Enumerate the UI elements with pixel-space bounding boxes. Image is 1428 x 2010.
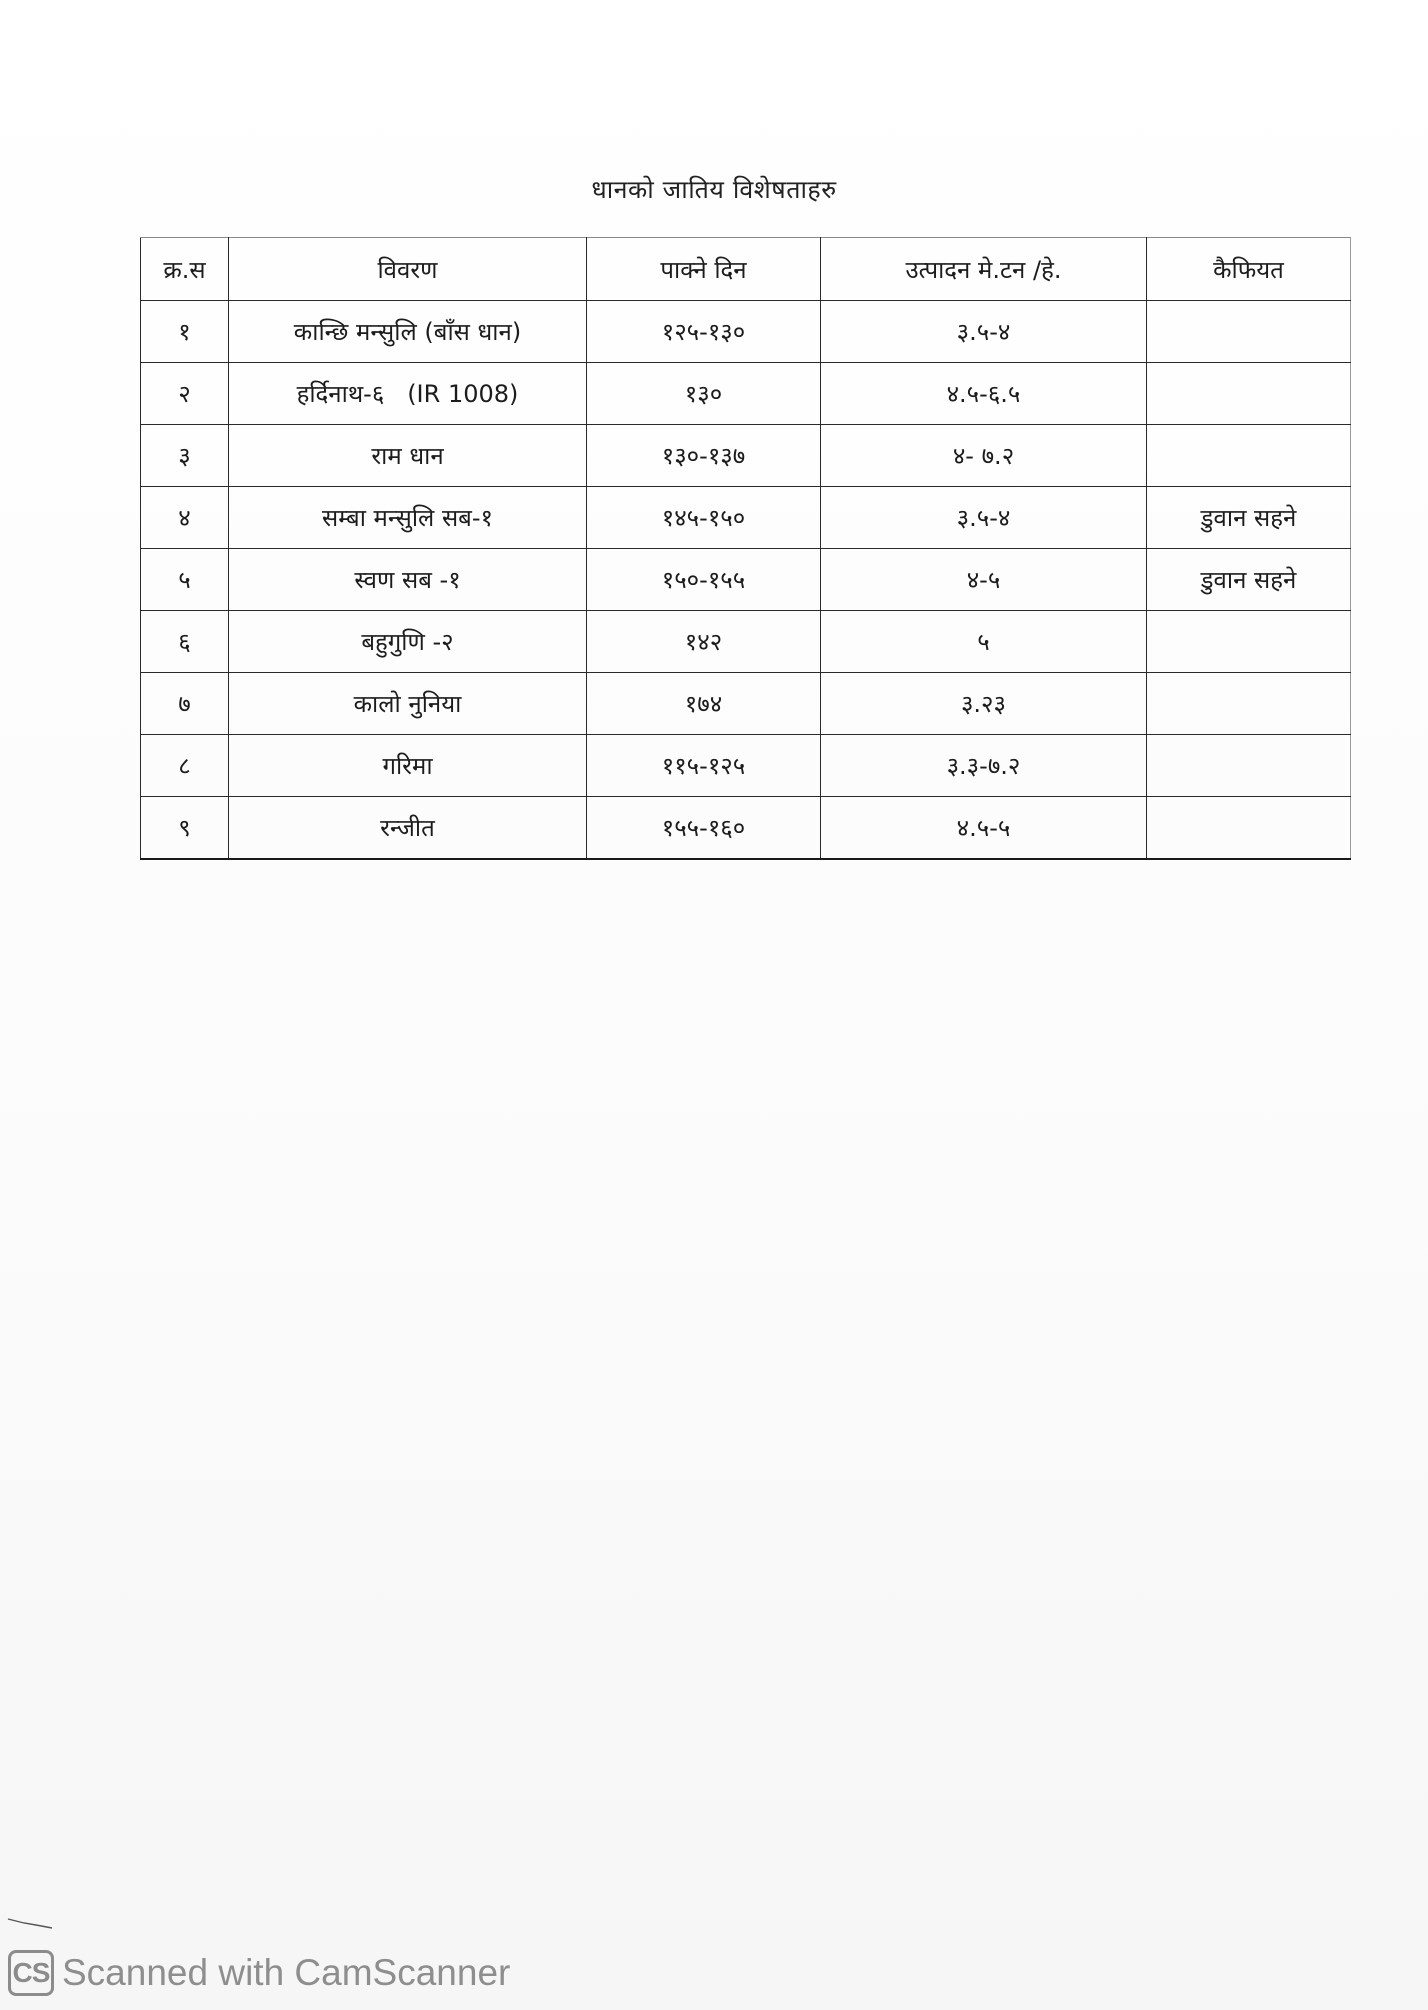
cell-remarks: डुवान सहने (1147, 487, 1351, 549)
table-row (141, 611, 1351, 673)
cell-yield: ३.२३ (821, 673, 1147, 735)
cell-variety-name: रन्जीत (229, 797, 587, 860)
table-row (141, 673, 1351, 735)
cell-yield: ३.५-४ (821, 487, 1147, 549)
table-row (141, 549, 1351, 611)
cell-remarks (1147, 797, 1351, 860)
header-yield: उत्पादन मे.टन /हे. (821, 238, 1147, 301)
cell-variety-name: हर्दिनाथ-६ (IR 1008) (229, 363, 587, 425)
cell-serial: १ (141, 301, 229, 363)
cell-maturity-days: १३०-१३७ (587, 425, 821, 487)
cell-serial: ७ (141, 673, 229, 735)
cell-maturity-days: १७४ (587, 673, 821, 735)
cell-yield: ३.५-४ (821, 301, 1147, 363)
table-header-row (141, 238, 1351, 301)
cell-remarks: डुवान सहने (1147, 549, 1351, 611)
document-title: धानको जातिय विशेषताहरु (591, 175, 837, 204)
cell-yield: ३.३-७.२ (821, 735, 1147, 797)
cell-serial: ३ (141, 425, 229, 487)
cell-variety-name: कालो नुनिया (229, 673, 587, 735)
rice-varieties-table (140, 237, 1351, 860)
camscanner-text: Scanned with CamScanner (62, 1952, 511, 1993)
cell-maturity-days: १२५-१३० (587, 301, 821, 363)
cell-remarks (1147, 363, 1351, 425)
cell-remarks (1147, 425, 1351, 487)
cell-serial: २ (141, 363, 229, 425)
cell-yield: ४-५ (821, 549, 1147, 611)
cell-yield: ५ (821, 611, 1147, 673)
table-row (141, 363, 1351, 425)
table-row (141, 301, 1351, 363)
cell-serial: ८ (141, 735, 229, 797)
camscanner-watermark (8, 1948, 510, 1998)
cell-remarks (1147, 673, 1351, 735)
table-row (141, 487, 1351, 549)
cell-serial: ९ (141, 797, 229, 860)
cell-maturity-days: ११५-१२५ (587, 735, 821, 797)
cell-variety-name: सम्बा मन्सुलि सब-१ (229, 487, 587, 549)
camscanner-logo-icon: CS (8, 1950, 54, 1996)
cell-serial: ६ (141, 611, 229, 673)
cell-yield: ४- ७.२ (821, 425, 1147, 487)
header-remarks: कैफियत (1147, 238, 1351, 301)
cell-serial: ५ (141, 549, 229, 611)
cell-serial: ४ (141, 487, 229, 549)
cell-maturity-days: १४२ (587, 611, 821, 673)
cell-variety-name: राम धान (229, 425, 587, 487)
cell-remarks (1147, 735, 1351, 797)
header-description: विवरण (229, 238, 587, 301)
table-row (141, 425, 1351, 487)
table-row (141, 735, 1351, 797)
header-serial: क्र.स (141, 238, 229, 301)
cell-maturity-days: १५०-१५५ (587, 549, 821, 611)
cell-yield: ४.५-५ (821, 797, 1147, 860)
header-maturity-days: पाक्ने दिन (587, 238, 821, 301)
cell-remarks (1147, 611, 1351, 673)
scan-artifact-mark (6, 1916, 56, 1930)
cell-maturity-days: १५५-१६० (587, 797, 821, 860)
cell-maturity-days: १४५-१५० (587, 487, 821, 549)
cell-remarks (1147, 301, 1351, 363)
cell-maturity-days: १३० (587, 363, 821, 425)
cell-variety-name: गरिमा (229, 735, 587, 797)
cell-yield: ४.५-६.५ (821, 363, 1147, 425)
cell-variety-name: बहुगुणि -२ (229, 611, 587, 673)
table-row (141, 797, 1351, 860)
cell-variety-name: कान्छि मन्सुलि (बाँस धान) (229, 301, 587, 363)
cell-variety-name: स्वण सब -१ (229, 549, 587, 611)
